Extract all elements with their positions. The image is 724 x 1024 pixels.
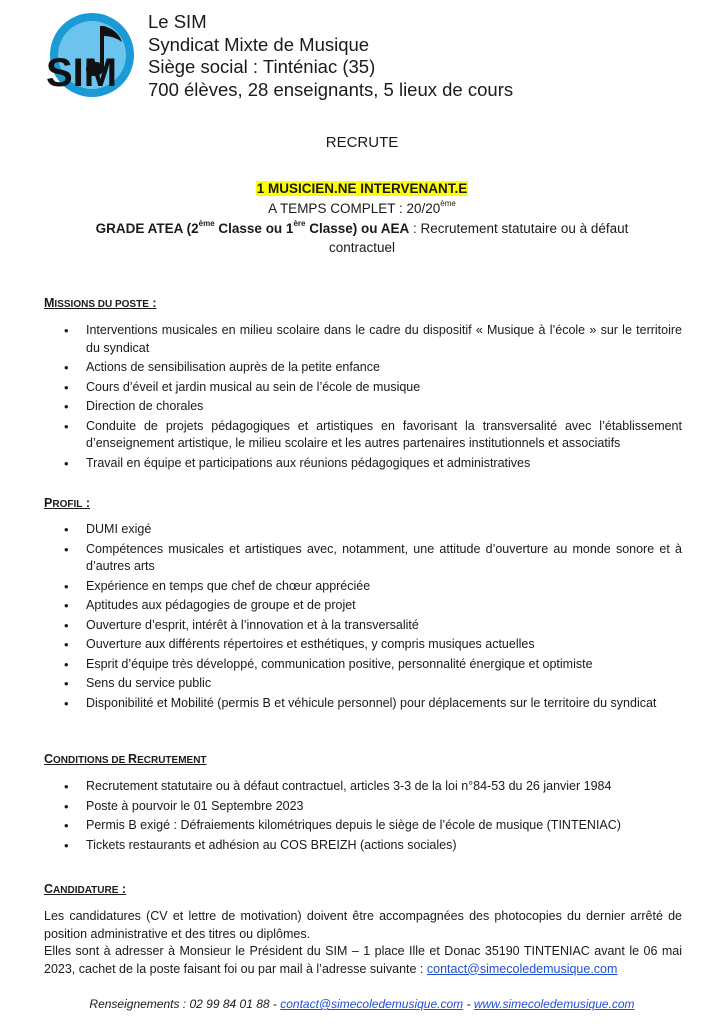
header-block	[148, 11, 513, 101]
list-item: • Conduite de projets pédagogiques et artistiques en favorisant la transversalité avec l’établissement d’enseignement artistique, le milieu scolaire et les autres partenaires institutionnels et associatifs	[64, 418, 682, 450]
list-item: • Sens du service public	[64, 676, 212, 691]
list-item: • Cours d’éveil et jardin musical au sein de l’école de musique	[64, 379, 421, 395]
grade-rest-1: : Recrutement statutaire ou à défaut	[409, 221, 629, 236]
list-item: • Interventions musicales en milieu scolaire dans le cadre du dispositif « Musique à l’école » sur le territoire du syndicat	[64, 323, 682, 355]
missions-list	[44, 322, 682, 474]
list-item: • Ouverture d’esprit, intérêt à l’innovation et à la transversalité	[64, 617, 419, 633]
list-item: • Tickets restaurants et adhésion au COS BREIZH (actions sociales)	[64, 837, 457, 853]
grade-c: Classe) ou AEA	[305, 221, 410, 236]
footer-email-link[interactable]: contact@simecoledemusique.com	[280, 997, 464, 1011]
time-sup: ème	[440, 198, 456, 208]
bullet-icon: •	[64, 418, 69, 434]
bullet-icon: •	[64, 818, 69, 833]
profil-heading: PROFIL :	[44, 496, 90, 510]
list-item: • Esprit d’équipe très développé, communication positive, personnalité énergique et optimiste	[64, 656, 593, 672]
list-item: • Expérience en temps que chef de chœur appréciée	[64, 578, 371, 594]
recrute-heading: RECRUTE	[325, 134, 399, 151]
candidature-para-1: Les candidatures (CV et lettre de motivation) doivent être accompagnées des photocopies du dernier arrêté de position administrative et des titres ou diplômes.	[44, 909, 682, 941]
footer: Renseignements : 02 99 84 01 88 - contact@simecoledemusique.com - www.simecoledemusique.com	[89, 997, 635, 1011]
bullet-icon: •	[64, 617, 69, 633]
list-item: • Direction de chorales	[64, 399, 204, 414]
grade-b: Classe ou 1	[214, 221, 294, 236]
bullet-icon: •	[64, 541, 69, 557]
bullet-icon: •	[64, 578, 69, 594]
logo-text: SIM	[46, 51, 118, 95]
candidature-para-2: Elles sont à adresser à Monsieur le Président du SIM – 1 place Ille et Donac 35190 TINTENIAC avant le 06 mai 2023, cachet de la poste faisant foi ou par mail à l’adresse suivante : contact@simecoledemusique.com	[44, 944, 682, 976]
list-item: • Permis B exigé : Défraiements kilométriques depuis le siège de l’école de musique (TINTENIAC)	[64, 818, 621, 833]
candidature-heading: CANDIDATURE :	[44, 882, 127, 896]
time-line	[40, 200, 684, 217]
grade-a: GRADE ATEA (2	[95, 221, 199, 236]
bullet-icon: •	[64, 656, 69, 672]
bullet-icon: •	[64, 837, 69, 853]
bullet-icon: •	[64, 779, 69, 794]
candidature-email-link[interactable]: contact@simecoledemusique.com	[426, 961, 618, 976]
grade-sup-1: ème	[198, 218, 215, 228]
bullet-icon: •	[64, 399, 69, 414]
list-item: • Actions de sensibilisation auprès de la petite enfance	[64, 360, 380, 375]
bullet-icon: •	[64, 798, 69, 814]
list-item: • DUMI exigé	[64, 522, 152, 537]
bullet-icon: •	[64, 598, 69, 613]
job-title-text: 1 MUSICIEN.NE INTERVENANT.E	[256, 181, 468, 196]
list-item: • Disponibilité et Mobilité (permis B et véhicule personnel) pour déplacements sur le territoire du syndicat	[64, 695, 657, 711]
grade-sup-2: ère	[293, 218, 306, 228]
bullet-icon: •	[64, 379, 69, 395]
bullet-icon: •	[64, 676, 69, 691]
conditions-heading: CONDITIONS DE RECRUTEMENT	[44, 752, 207, 766]
sim-logo	[44, 12, 140, 98]
bullet-icon: •	[64, 360, 69, 375]
list-item: • Compétences musicales et artistiques avec, notamment, une attitude d’ouverture au monde sonore et à d’autres arts	[64, 541, 682, 573]
footer-web-link[interactable]: www.simecoledemusique.com	[473, 997, 635, 1011]
bullet-icon: •	[64, 695, 69, 711]
list-item: • Recrutement statutaire ou à défaut contractuel, articles 3-3 de la loi n°84-53 du 26 janvier 1984	[64, 779, 612, 794]
conditions-list	[44, 778, 682, 856]
list-item: • Poste à pourvoir le 01 Septembre 2023	[64, 798, 304, 814]
bullet-icon: •	[64, 637, 69, 652]
header-line-2: Syndicat Mixte de Musique	[148, 33, 370, 55]
job-title	[40, 181, 684, 196]
list-item: • Travail en équipe et participations aux réunions pédagogiques et administratives	[64, 455, 531, 471]
header-line-4: 700 élèves, 28 enseignants, 5 lieux de cours	[148, 78, 514, 100]
header-line-1: Le SIM	[148, 11, 207, 32]
missions-heading: MISSIONS DU POSTE :	[44, 296, 157, 310]
time-text: A TEMPS COMPLET : 20/20	[268, 201, 441, 216]
list-item: • Ouverture aux différents répertoires et esthétiques, y compris musiques actuelles	[64, 637, 535, 652]
list-item: • Aptitudes aux pédagogies de groupe et de projet	[64, 598, 356, 613]
bullet-icon: •	[64, 522, 69, 537]
profil-list	[44, 521, 682, 714]
bullet-icon: •	[64, 455, 69, 471]
grade-line	[40, 219, 684, 257]
header-line-3: Siège social : Tinténiac (35)	[148, 56, 376, 77]
bullet-icon: •	[64, 323, 69, 338]
grade-rest-2: contractuel	[328, 240, 396, 255]
